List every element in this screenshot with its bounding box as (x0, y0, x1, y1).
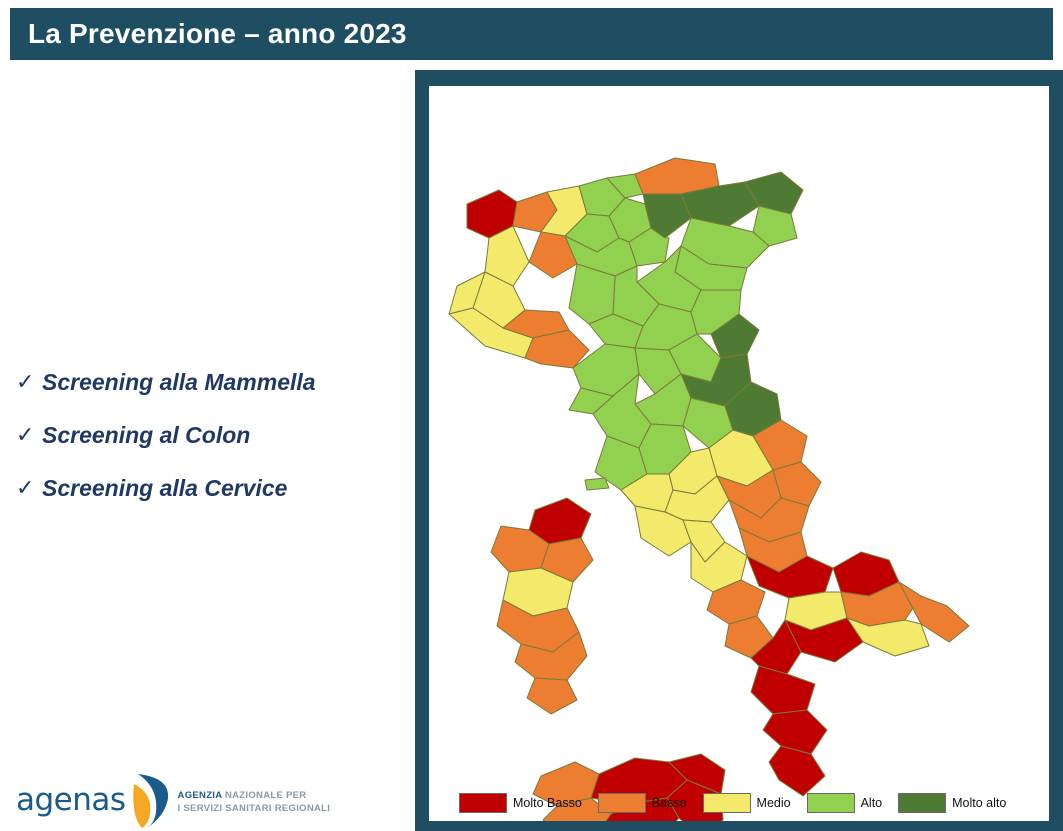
legend-label: Molto alto (952, 796, 1007, 810)
logo-subtitle-line2: I SERVIZI SANITARI REGIONALI (177, 802, 331, 814)
list-item (16, 474, 406, 502)
bullet-label: Screening alla Mammella (42, 369, 316, 395)
page-title: La Prevenzione – anno 2023 (28, 18, 407, 49)
list-item (16, 368, 406, 396)
logo-subtitle (178, 787, 331, 814)
map-legend (459, 793, 1022, 813)
legend-item (459, 793, 582, 813)
legend-swatch-basso (598, 793, 646, 813)
check-icon: ✓ (16, 475, 35, 500)
legend-item (898, 793, 1006, 813)
check-icon: ✓ (16, 369, 35, 394)
legend-swatch-alto (807, 793, 855, 813)
bullet-list (16, 368, 406, 527)
bullet-label: Screening alla Cervice (42, 475, 288, 501)
legend-item (703, 793, 791, 813)
legend-label: Basso (651, 796, 687, 810)
legend-label: Alto (860, 796, 883, 810)
check-icon: ✓ (16, 422, 35, 447)
logo-subtitle-line1: AGENZIA NAZIONALE PER (177, 789, 307, 801)
list-item (16, 421, 406, 449)
swoosh-icon (132, 772, 172, 828)
legend-item (807, 793, 883, 813)
italy-choropleth-map (429, 86, 1049, 821)
map-panel (415, 70, 1063, 831)
legend-swatch-medio (703, 793, 751, 813)
legend-label: Medio (756, 796, 791, 810)
legend-label: Molto Basso (513, 796, 582, 810)
slide-title-bar (10, 8, 1053, 60)
legend-item (598, 793, 687, 813)
legend-swatch-molto-basso (459, 793, 507, 813)
agenas-logo (16, 772, 330, 828)
legend-swatch-molto-alto (898, 793, 946, 813)
logo-wordmark: agenas (16, 782, 126, 818)
bullet-label: Screening al Colon (42, 422, 251, 448)
map-canvas (429, 86, 1049, 821)
